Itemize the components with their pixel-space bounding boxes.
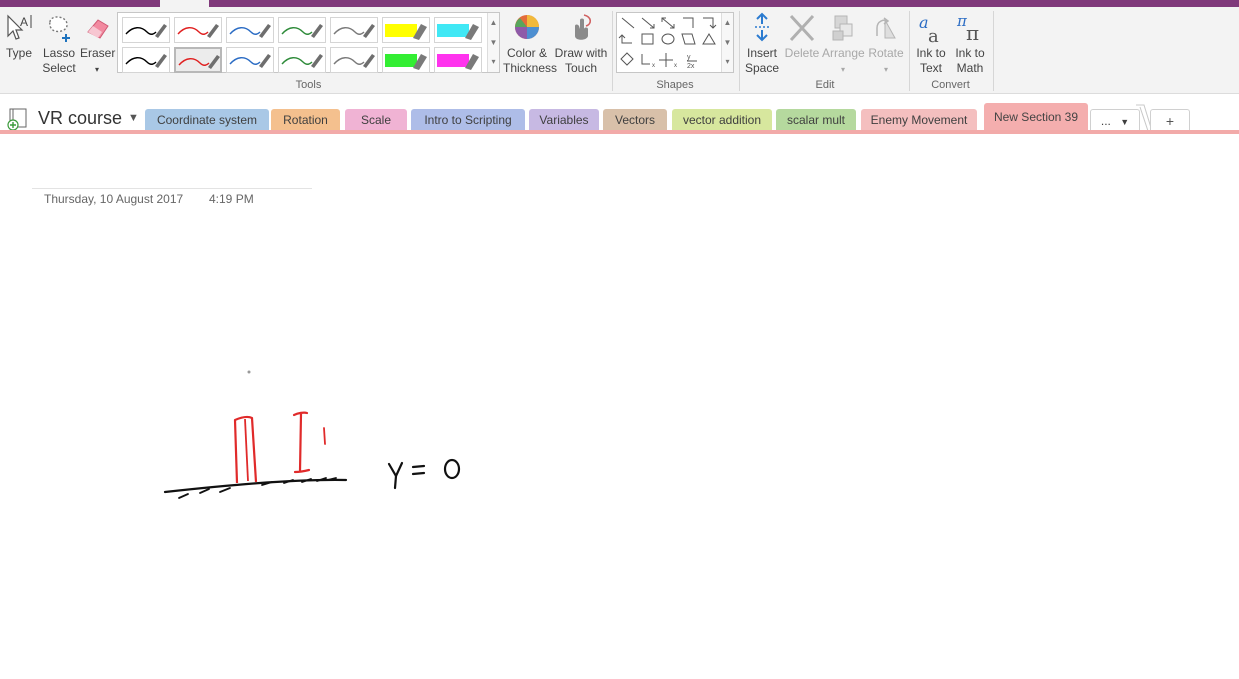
add-section-button[interactable]: +	[1150, 109, 1190, 131]
svg-text:A: A	[20, 15, 29, 29]
lasso-select-button[interactable]	[40, 12, 78, 76]
pen-swatch-9[interactable]	[174, 47, 222, 73]
section-tab-scale[interactable]: Scale	[345, 109, 407, 131]
eraser-icon	[82, 12, 112, 44]
highlighter-swatch-6[interactable]	[382, 17, 430, 43]
svg-text:x: x	[674, 63, 677, 69]
highlighter-swatch-7[interactable]	[434, 17, 482, 43]
pen-swatch-4[interactable]	[278, 17, 326, 43]
color-label-1: Color &	[506, 46, 547, 60]
notebook-dropdown-icon[interactable]: ▼	[128, 112, 139, 124]
pen-icon	[227, 18, 273, 42]
pen-icon	[279, 18, 325, 42]
shapes-gallery	[616, 12, 734, 73]
pen-icon	[331, 18, 377, 42]
more-sections-label: ...	[1100, 114, 1111, 128]
section-tab-enemy-movement[interactable]: Enemy Movement	[861, 109, 977, 131]
delete-button[interactable]	[783, 12, 821, 61]
lasso-label-2: Select	[42, 61, 76, 75]
arrange-icon	[828, 12, 858, 44]
arrange-label: Arrange	[822, 46, 865, 60]
convert-group-label: Convert	[931, 79, 970, 91]
color-label-2: Thickness	[503, 61, 558, 75]
ink-to-text-label-1: Ink to	[916, 46, 946, 60]
section-tab-coordinate-system[interactable]: Coordinate system	[145, 109, 269, 131]
shapes-icons	[617, 13, 721, 72]
draw-ribbon	[0, 7, 1239, 94]
insert-space-label-2: Space	[744, 61, 780, 75]
color-wheel-icon	[512, 12, 542, 44]
rotate-button[interactable]	[866, 12, 906, 77]
ink-red-cube-edge	[245, 419, 248, 481]
pen-swatch-3[interactable]	[226, 17, 274, 43]
svg-text:2x: 2x	[687, 63, 695, 70]
arrange-button[interactable]	[822, 12, 864, 77]
pen-swatch-1[interactable]	[122, 17, 170, 43]
touch-label-1: Draw with	[554, 46, 608, 60]
notebook-picker[interactable]	[6, 107, 139, 129]
rotate-icon	[871, 12, 901, 44]
ink-to-math-button[interactable]	[952, 12, 988, 76]
more-sections-dropdown-icon: ▼	[1120, 117, 1130, 127]
section-tab-vector-addition[interactable]: vector addition	[672, 109, 772, 131]
ink-to-math-label-1: Ink to	[955, 46, 985, 60]
highlighter-icon	[435, 18, 481, 42]
eraser-button[interactable]	[80, 12, 114, 77]
shapes-group-label: Shapes	[656, 79, 694, 91]
pen-icon	[123, 18, 169, 42]
section-tab-variables[interactable]: Variables	[529, 109, 599, 131]
ink-to-text-button[interactable]	[913, 12, 949, 76]
svg-text:π: π	[966, 21, 980, 44]
edit-group-label: Edit	[815, 79, 835, 91]
pen-icon	[175, 18, 221, 42]
svg-text:a: a	[928, 26, 939, 44]
pen-icon	[176, 49, 222, 73]
insert-space-label-1: Insert	[746, 46, 777, 60]
ribbon-separator	[993, 11, 994, 91]
highlighter-icon	[435, 48, 481, 72]
draw-with-touch-button[interactable]	[552, 12, 610, 76]
highlighter-swatch-13[interactable]	[382, 47, 430, 73]
section-tab-new-section-39[interactable]: New Section 39	[984, 103, 1088, 131]
svg-text:y: y	[687, 54, 691, 61]
pen-icon	[331, 48, 377, 72]
eraser-dropdown-icon[interactable]: ▾	[94, 65, 99, 74]
pen-gallery	[117, 12, 500, 73]
pen-swatch-10[interactable]	[226, 47, 274, 73]
notebook-name: VR course	[38, 107, 123, 128]
shapes-up-icon[interactable]: ▲	[723, 18, 732, 27]
ink-drawing[interactable]	[0, 136, 1239, 679]
ribbon-separator	[739, 11, 740, 91]
pen-swatch-8[interactable]	[122, 47, 170, 73]
type-button[interactable]	[4, 12, 34, 61]
ribbon-separator	[612, 11, 613, 91]
pen-swatch-2[interactable]	[174, 17, 222, 43]
shapes-expand-icon[interactable]: ▾	[725, 57, 730, 66]
section-tab-intro-to-scripting[interactable]: Intro to Scripting	[411, 109, 525, 131]
ribbon-separator	[909, 11, 910, 91]
notebook-icon	[6, 106, 32, 130]
pen-icon	[227, 48, 273, 72]
gallery-down-icon[interactable]: ▼	[489, 38, 498, 47]
ink-red-i-shape	[294, 413, 309, 472]
svg-text:x: x	[652, 63, 655, 69]
section-tab-vectors[interactable]: Vectors	[603, 109, 667, 131]
highlighter-icon	[383, 48, 429, 72]
lasso-label-1: Lasso	[42, 46, 76, 60]
tools-group-label: Tools	[295, 79, 322, 91]
insert-space-button[interactable]	[744, 12, 780, 76]
insert-space-icon	[747, 12, 777, 44]
ink-red-tick	[324, 428, 325, 444]
shapes-down-icon[interactable]: ▼	[723, 38, 732, 47]
section-tab-scalar-mult[interactable]: scalar mult	[776, 109, 856, 131]
rotate-dropdown-icon[interactable]: ▾	[883, 65, 888, 74]
rotate-label: Rotate	[868, 46, 904, 60]
ink-to-text-label-2: Text	[919, 61, 942, 75]
ink-to-math-icon	[955, 12, 985, 44]
active-ribbon-tab-indicator	[160, 0, 209, 7]
touch-label-2: Touch	[564, 61, 598, 75]
ink-to-text-icon	[916, 12, 946, 44]
pen-swatch-11[interactable]	[278, 47, 326, 73]
lasso-icon	[44, 12, 74, 44]
highlighter-icon	[383, 18, 429, 42]
pen-icon	[279, 48, 325, 72]
page-time: 4:19 PM	[209, 192, 254, 206]
page-date: Thursday, 10 August 2017	[44, 192, 184, 206]
eraser-label: Eraser	[80, 46, 116, 60]
gallery-up-icon[interactable]: ▲	[489, 18, 498, 27]
color-thickness-button[interactable]	[503, 12, 558, 76]
pen-swatch-12[interactable]	[330, 47, 378, 73]
page-canvas[interactable]	[0, 136, 1239, 679]
touch-hand-icon	[566, 12, 596, 44]
title-bar-strip	[0, 0, 1239, 7]
section-color-line	[0, 130, 1239, 134]
section-tab-rotation[interactable]: Rotation	[271, 109, 340, 131]
ink-to-math-label-2: Math	[956, 61, 984, 75]
type-label: Type	[5, 46, 32, 60]
type-cursor-icon	[5, 12, 33, 44]
arrange-dropdown-icon[interactable]: ▾	[840, 65, 845, 74]
more-sections-tab[interactable]	[1090, 109, 1140, 131]
delete-label: Delete	[784, 46, 820, 60]
svg-text:a: a	[919, 13, 929, 32]
shapes-gallery-scrollbar[interactable]	[721, 13, 733, 72]
delete-x-icon	[787, 12, 817, 44]
pen-icon	[123, 48, 169, 72]
pen-swatch-5[interactable]	[330, 17, 378, 43]
ink-equation-y-equals-0	[389, 460, 459, 488]
section-tabs-bar	[0, 95, 1239, 136]
pen-gallery-scrollbar[interactable]	[487, 13, 499, 72]
svg-text:π: π	[957, 12, 967, 30]
gallery-expand-icon[interactable]: ▾	[491, 57, 496, 66]
highlighter-swatch-14[interactable]	[434, 47, 482, 73]
ink-dot	[248, 371, 251, 374]
